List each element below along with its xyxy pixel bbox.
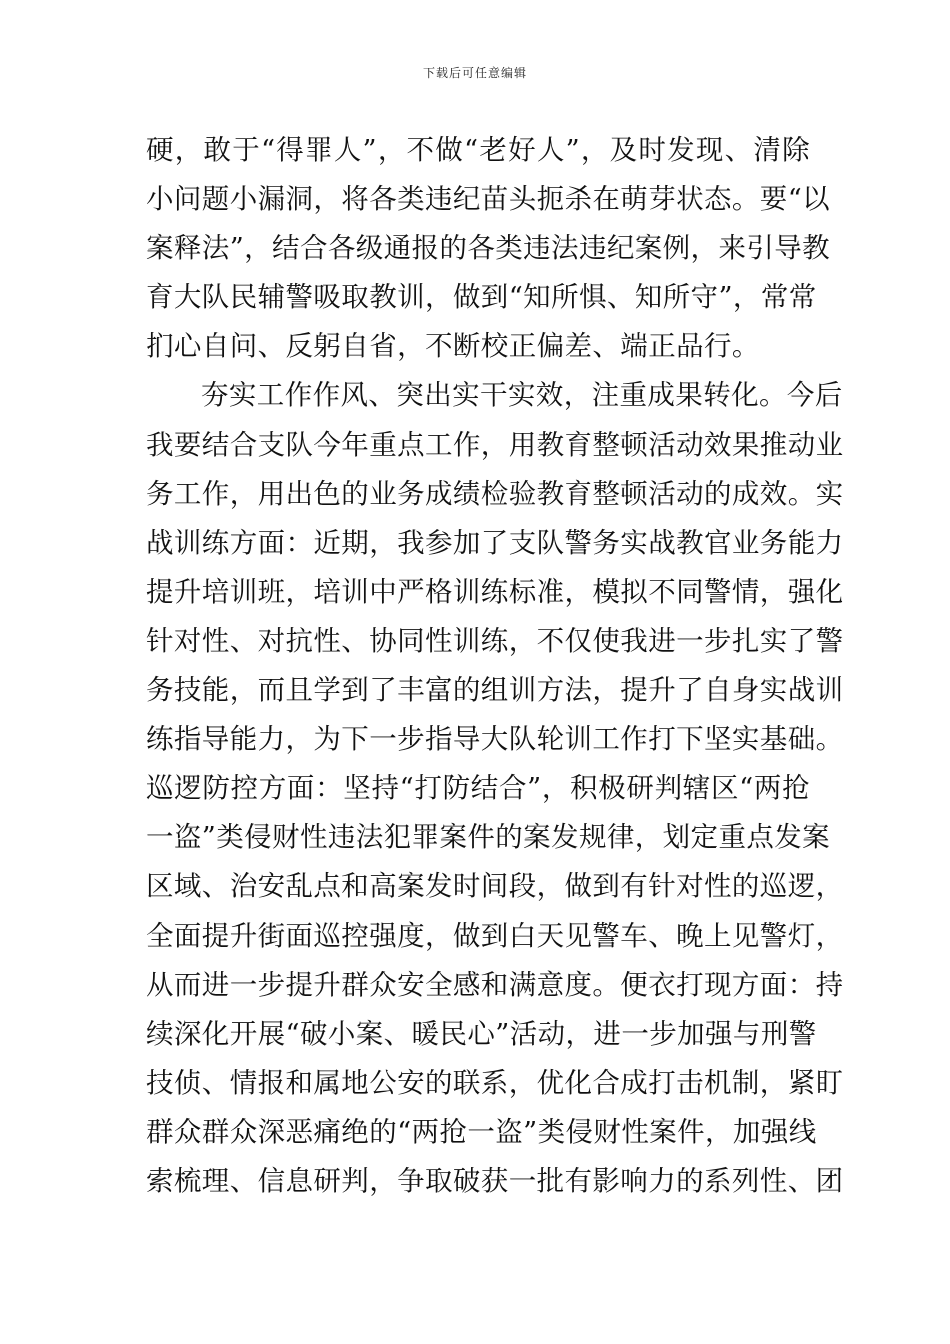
text-line: 硬，敢于“得罪人”，不做“老好人”，及时发现、清除: [146, 134, 810, 166]
text-line: 案释法”，结合各级通报的各类违法违纪案例，来引导教: [146, 232, 831, 265]
text-line: 战训练方面：近期，我参加了支队警务实战教官业务能力: [146, 526, 844, 559]
text-line: 育大队民辅警吸取教训，做到“知所惧、知所守”，常常: [146, 281, 817, 314]
text-line: 区域、治安乱点和高案发时间段，做到有针对性的巡逻，: [146, 870, 844, 903]
text-line: 针对性、对抗性、协同性训练，不仅使我进一步扎实了警: [146, 624, 844, 657]
text-line: 全面提升街面巡控强度，做到白天见警车、晚上见警灯，: [146, 919, 844, 952]
document-body: [146, 126, 844, 1206]
text-line: 技侦、情报和属地公安的联系，优化合成打击机制，紧盯: [146, 1066, 844, 1099]
text-line: 练指导能力，为下一步指导大队轮训工作打下坚实基础。: [146, 723, 844, 756]
text-line: 务技能，而且学到了丰富的组训方法，提升了自身实战训: [146, 674, 844, 707]
text-line: 提升培训班，培训中严格训练标准，模拟不同警情，强化: [146, 575, 844, 608]
text-line: 索梳理、信息研判，争取破获一批有影响力的系列性、团: [146, 1164, 844, 1197]
text-line: 一盗”类侵财性违法犯罪案件的案发规律，划定重点发案: [146, 821, 831, 854]
paragraph-first-line: 夯实工作作风、突出实干实效，注重成果转化。今后: [201, 379, 843, 412]
text-line: 续深化开展“破小案、暖民心”活动，进一步加强与刑警: [146, 1017, 817, 1050]
page-header-note: 下载后可任意编辑: [422, 66, 527, 80]
text-line: 我要结合支队今年重点工作，用教育整顿活动效果推动业: [146, 428, 844, 461]
text-line: 扪心自问、反躬自省，不断校正偏差、端正品行。: [146, 330, 760, 363]
text-line: 务工作，用出色的业务成绩检验教育整顿活动的成效。实: [146, 477, 844, 510]
text-line: 从而进一步提升群众安全感和满意度。便衣打现方面：持: [146, 968, 844, 1001]
text-line: 群众群众深恶痛绝的“两抢一盗”类侵财性案件，加强线: [146, 1115, 817, 1148]
text-line: 巡逻防控方面：坚持“打防结合”，积极研判辖区“两抢: [146, 772, 810, 805]
text-line: 小问题小漏洞，将各类违纪苗头扼杀在萌芽状态。要“以: [146, 183, 831, 216]
